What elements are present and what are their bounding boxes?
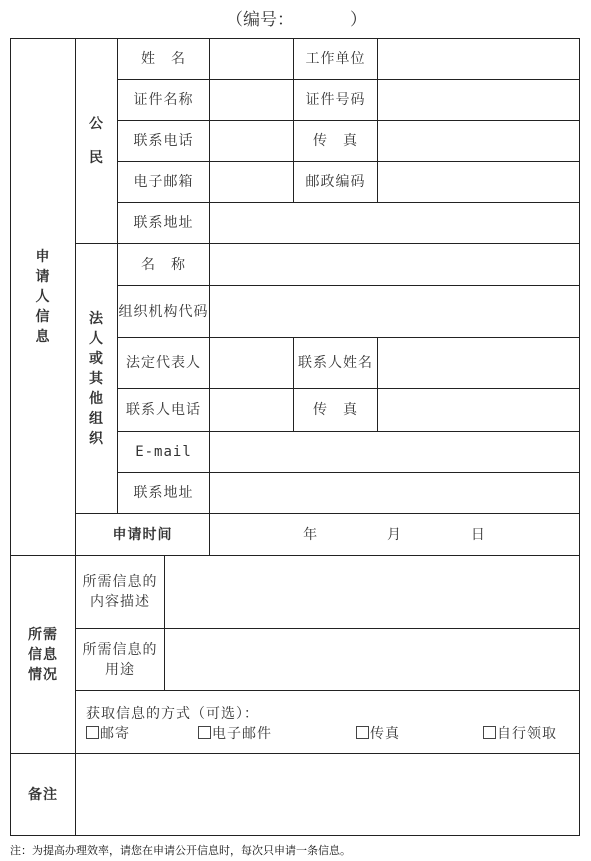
work-unit-field[interactable] — [378, 39, 580, 80]
info-section-label: 所需 信息 情况 — [11, 556, 76, 754]
organization-group-label: 法 人 或 其 他 组 织 — [76, 244, 118, 514]
email-checkbox[interactable] — [198, 726, 211, 739]
number-label: （编号： — [226, 10, 294, 30]
mail-checkbox[interactable] — [86, 726, 99, 739]
method-fax-option[interactable]: 传真 — [356, 724, 400, 744]
org-code-field[interactable] — [210, 286, 580, 338]
email-field[interactable] — [210, 162, 294, 203]
postal-code-field[interactable] — [378, 162, 580, 203]
phone-label: 联系电话 — [118, 121, 210, 162]
id-type-label: 证件名称 — [118, 80, 210, 121]
org-name-field[interactable] — [210, 244, 580, 286]
org-fax-field[interactable] — [378, 389, 580, 432]
number-close: ） — [350, 10, 367, 30]
org-fax-label: 传 真 — [294, 389, 378, 432]
applicant-section-label: 申 请 人 信 息 — [11, 39, 76, 556]
form-number-header — [0, 5, 591, 29]
address-label: 联系地址 — [118, 203, 210, 244]
retrieval-methods — [76, 691, 580, 754]
contact-phone-label: 联系人电话 — [118, 389, 210, 432]
id-number-label: 证件号码 — [294, 80, 378, 121]
content-desc-field[interactable] — [165, 556, 580, 629]
address-field[interactable] — [210, 203, 580, 244]
method-email-option[interactable]: 电子邮件 — [198, 724, 272, 744]
method-mail-option[interactable]: 邮寄 — [86, 724, 130, 744]
org-address-field[interactable] — [210, 473, 580, 514]
name-field[interactable] — [210, 39, 294, 80]
name-label: 姓 名 — [118, 39, 210, 80]
legal-rep-field[interactable] — [210, 338, 294, 389]
application-form — [10, 38, 580, 836]
org-address-label: 联系地址 — [118, 473, 210, 514]
apply-time-label: 申请时间 — [76, 514, 210, 556]
org-email-field[interactable] — [210, 432, 580, 473]
purpose-label: 所需信息的用途 — [76, 629, 165, 691]
pickup-checkbox[interactable] — [483, 726, 496, 739]
fax-field[interactable] — [378, 121, 580, 162]
org-name-label: 名 称 — [118, 244, 210, 286]
apply-date-field[interactable] — [210, 514, 580, 556]
phone-field[interactable] — [210, 121, 294, 162]
contact-phone-field[interactable] — [210, 389, 294, 432]
fax-checkbox[interactable] — [356, 726, 369, 739]
work-unit-label: 工作单位 — [294, 39, 378, 80]
content-desc-label: 所需信息的内容描述 — [76, 556, 165, 629]
id-number-field[interactable] — [378, 80, 580, 121]
contact-name-field[interactable] — [378, 338, 580, 389]
citizen-group-label: 公 民 — [76, 39, 118, 244]
remarks-field[interactable] — [76, 754, 580, 836]
day-label: 日 — [470, 526, 486, 543]
month-label: 月 — [387, 526, 402, 543]
method-pickup-option[interactable]: 自行领取 — [483, 724, 557, 744]
footer-note: 注：为提高办理效率，请您在申请公开信息时，每次只申请一条信息。 — [10, 844, 351, 857]
purpose-field[interactable] — [165, 629, 580, 691]
method-label: 获取信息的方式（可选）： — [86, 706, 259, 722]
legal-rep-label: 法定代表人 — [118, 338, 210, 389]
org-code-label: 组织机构代码 — [118, 286, 210, 338]
remarks-label: 备注 — [11, 754, 76, 836]
year-label: 年 — [303, 526, 319, 543]
fax-label: 传 真 — [294, 121, 378, 162]
id-type-field[interactable] — [210, 80, 294, 121]
postal-code-label: 邮政编码 — [294, 162, 378, 203]
contact-name-label: 联系人姓名 — [294, 338, 378, 389]
email-label: 电子邮箱 — [118, 162, 210, 203]
org-email-label: E-mail — [118, 432, 210, 473]
